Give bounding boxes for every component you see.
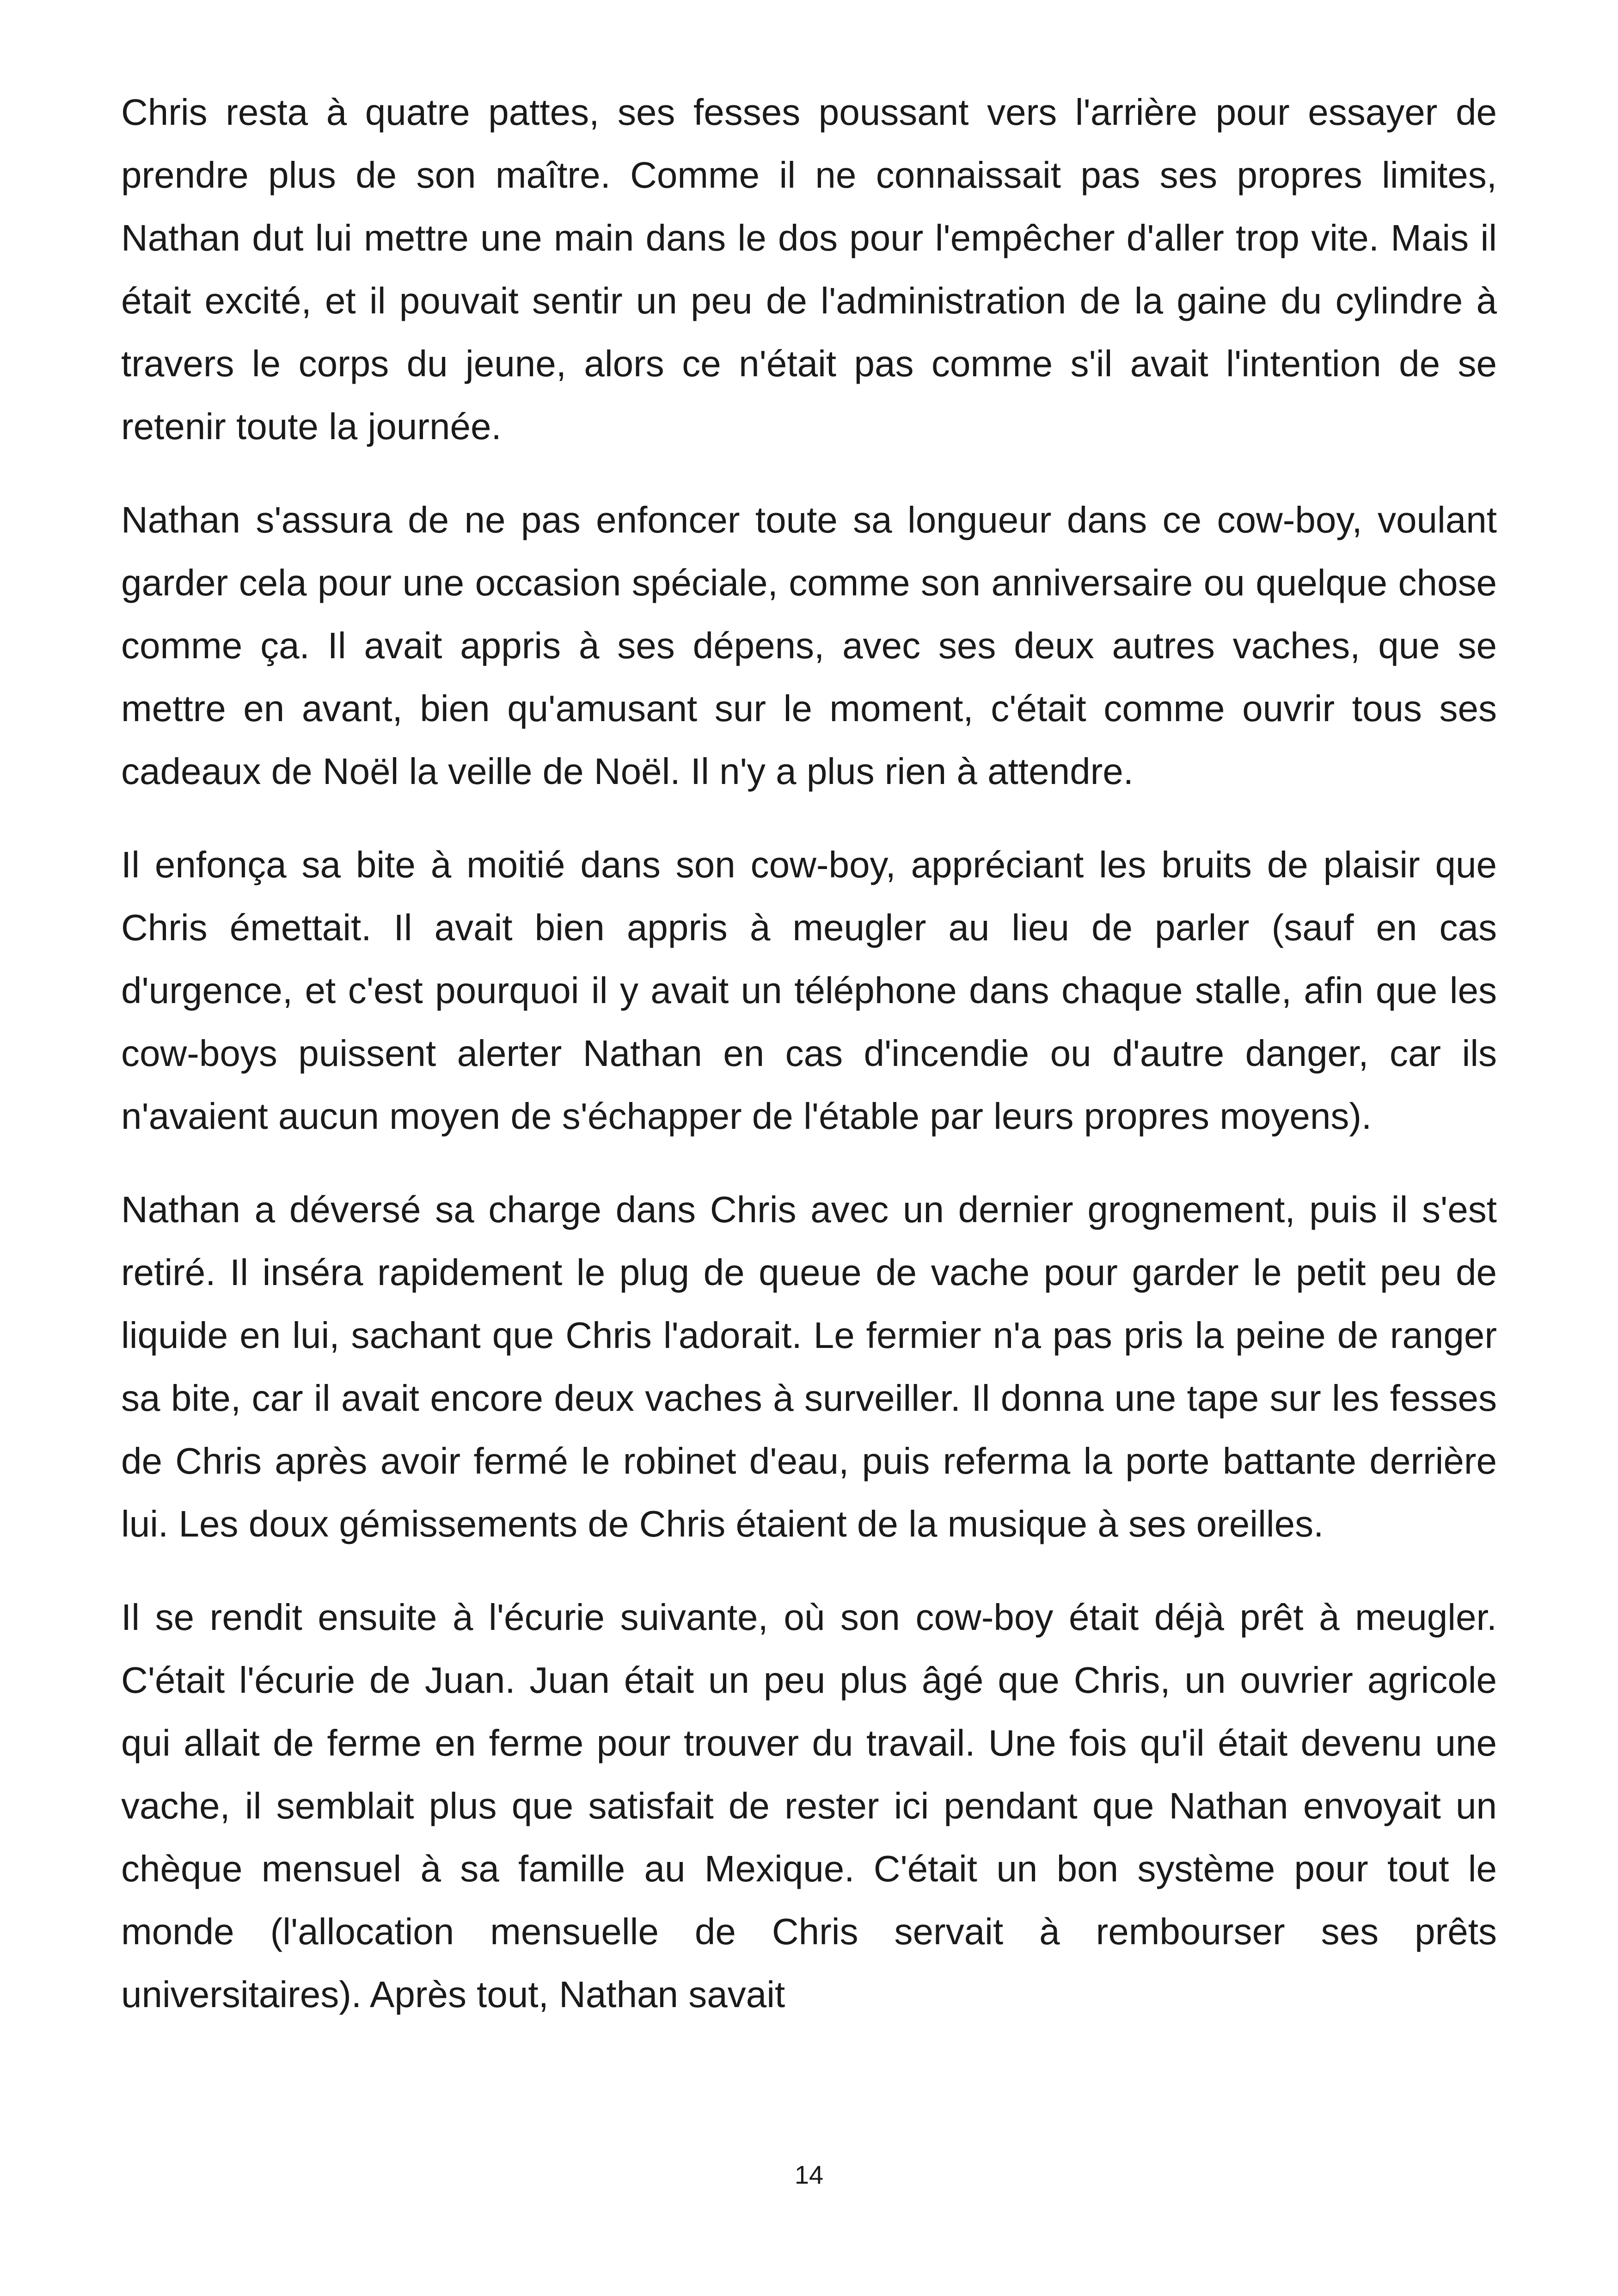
page-body bbox=[121, 81, 1497, 2057]
page-number: 14 bbox=[794, 2160, 824, 2189]
paragraph-3: Il enfonça sa bite à moitié dans son cow-boy, appréciant les bruits de plaisir que Chris émettait. Il avait bien appris à meugler au lieu de parler (sauf en cas d'urgence, et c'est pourquoi il y avait un téléphone dans chaque stalle, afin que les cow-boys puissent alerter Nathan en cas d'incendie ou d'autre danger, car ils n'avaient aucun moyen de s'échapper de l'étable par leurs propres moyens). bbox=[121, 844, 1497, 1137]
paragraph-2: Nathan s'assura de ne pas enfoncer toute sa longueur dans ce cow-boy, voulant garder cela pour une occasion spéciale, comme son anniversaire ou quelque chose comme ça. Il avait appris à ses dépens, avec ses deux autres vaches, que se mettre en avant, bien qu'amusant sur le moment, c'était comme ouvrir tous ses cadeaux de Noël la veille de Noël. Il n'y a plus rien à attendre. bbox=[121, 499, 1497, 792]
paragraph-1: Chris resta à quatre pattes, ses fesses poussant vers l'arrière pour essayer de prendre plus de son maître. Comme il ne connaissait pas ses propres limites, Nathan dut lui mettre une main dans le dos pour l'empêcher d'aller trop vite. Mais il était excité, et il pouvait sentir un peu de l'administration de la gaine du cylindre à travers le corps du jeune, alors ce n'était pas comme s'il avait l'intention de se retenir toute la journée. bbox=[121, 92, 1497, 447]
paragraph-4: Nathan a déversé sa charge dans Chris avec un dernier grognement, puis il s'est retiré. Il inséra rapidement le plug de queue de vache pour garder le petit peu de liquide en lui, sachant que Chris l'adorait. Le fermier n'a pas pris la peine de ranger sa bite, car il avait encore deux vaches à surveiller. Il donna une tape sur les fesses de Chris après avoir fermé le robinet d'eau, puis referma la porte battante derrière lui. Les doux gémissements de Chris étaient de la musique à ses oreilles. bbox=[121, 1189, 1497, 1544]
paragraph-5: Il se rendit ensuite à l'écurie suivante, où son cow-boy était déjà prêt à meugler. C'était l'écurie de Juan. Juan était un peu plus âgé que Chris, un ouvrier agricole qui allait de ferme en ferme pour trouver du travail. Une fois qu'il était devenu une vache, il semblait plus que satisfait de rester ici pendant que Nathan envoyait un chèque mensuel à sa famille au Mexique. C'était un bon système pour tout le monde (l'allocation mensuelle de Chris servait à rembourser ses prêts universitaires). Après tout, Nathan savait bbox=[121, 1597, 1497, 2015]
